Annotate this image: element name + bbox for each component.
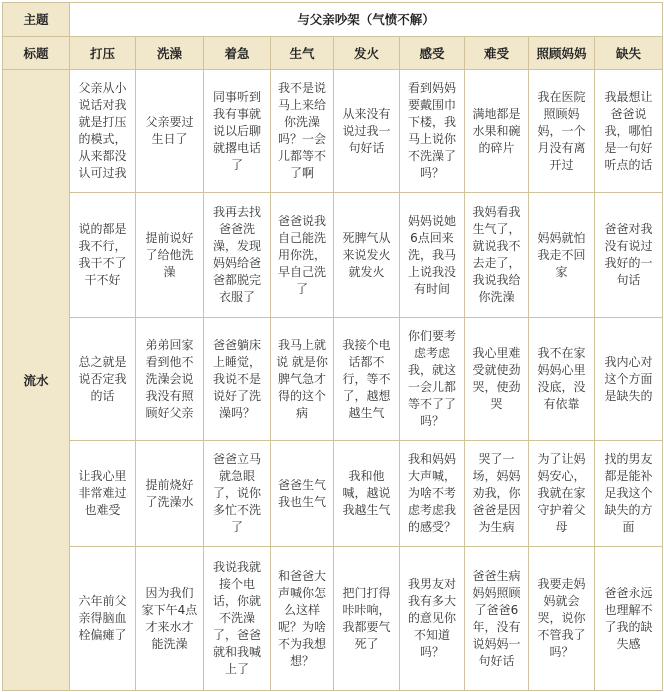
table-cell: 同事听到我有事就说以后聊就撂电话了 (204, 70, 271, 193)
table-cell: 妈妈说她6点回来洗，我马上说我没有时间 (400, 193, 465, 318)
table-cell: 我在医院照顾妈妈，一个月没有离开过 (529, 70, 595, 193)
table-cell: 我不是说马上来给你洗澡吗？一会儿都等不了啊 (271, 70, 334, 193)
table-cell: 看到妈妈要戴围巾下楼，我马上说你不洗澡了吗？ (400, 70, 465, 193)
table-cell: 把门打得咔咔响，我都要气死了 (334, 547, 400, 691)
table-cell: 父亲要过生日了 (136, 70, 204, 193)
table-cell: 我马上就说 就是你脾气急才得的这个病 (271, 318, 334, 441)
table-cell: 说的都是我不行，我干不了干不好 (70, 193, 136, 318)
table-cell: 死脾气从来说发火就发火 (334, 193, 400, 318)
table-cell: 为了让妈妈安心，我就在家守护着父母 (529, 441, 595, 547)
theme-label: 主题 (3, 3, 70, 37)
column-header: 打压 (70, 37, 136, 70)
table-cell: 和爸爸大声喊你怎么这样呢？为啥不为我想想？ (271, 547, 334, 691)
table-cell: 让我心里非常难过也难受 (70, 441, 136, 547)
table-cell: 爸爸躺床上睡觉，我说不是说好了洗澡吗？ (204, 318, 271, 441)
table-cell: 我再去找爸爸洗澡，发现妈妈给爸爸都脱完衣服了 (204, 193, 271, 318)
table-cell: 我和他喊，越说我越生气 (334, 441, 400, 547)
table-cell: 弟弟回家看到他不洗澡会说我没有照顾好父亲 (136, 318, 204, 441)
column-header: 生气 (271, 37, 334, 70)
column-header: 发火 (334, 37, 400, 70)
table-cell: 你们要考虑考虑我，就这一会儿都等不了了吗？ (400, 318, 465, 441)
table-cell: 爸爸永远也理解不了我的缺失感 (595, 547, 663, 691)
table-cell: 爸爸对我没有说过我好的一句话 (595, 193, 663, 318)
table-cell: 我不在家妈妈心里没底，没有依靠 (529, 318, 595, 441)
table-cell: 找的男友都是能补足我这个缺失的方面 (595, 441, 663, 547)
table-cell: 提前烧好了洗澡水 (136, 441, 204, 547)
table-cell: 从来没有说过我一句好话 (334, 70, 400, 193)
column-header: 感受 (400, 37, 465, 70)
table-cell: 提前说好了给他洗澡 (136, 193, 204, 318)
table-cell: 爸爸说我自己能洗用你洗，早自己洗了 (271, 193, 334, 318)
table-cell: 我妈看我生气了，就说我不去走了，我说我给你洗澡 (465, 193, 529, 318)
table-cell: 我心里难受就使劲哭，使劲哭 (465, 318, 529, 441)
table-cell: 妈妈就怕我走不回家 (529, 193, 595, 318)
table-cell: 爸爸立马就急眼了，说你多忙不洗了 (204, 441, 271, 547)
table-cell: 因为我们家下午4点才来水才能洗澡 (136, 547, 204, 691)
column-header: 照顾妈妈 (529, 37, 595, 70)
analysis-table (2, 2, 663, 691)
table-cell: 父亲从小说话对我就是打压的模式，从来都没认可过我 (70, 70, 136, 193)
table-cell: 我要走妈妈就会哭，说你不管我了吗？ (529, 547, 595, 691)
table-cell: 我最想让爸爸说我，哪怕是一句好听点的话 (595, 70, 663, 193)
table-cell: 六年前父亲得脑血栓偏瘫了 (70, 547, 136, 691)
table-title: 与父亲吵架（气愤不解） (70, 3, 663, 37)
header-label: 标题 (3, 37, 70, 70)
column-header: 着急 (204, 37, 271, 70)
column-header: 洗澡 (136, 37, 204, 70)
table-cell: 总之就是说否定我的话 (70, 318, 136, 441)
table-cell: 爸爸生病妈妈照顾了爸爸6年，没有说妈妈一句好话 (465, 547, 529, 691)
table-cell: 我内心对这个方面是缺失的 (595, 318, 663, 441)
table-cell: 我和妈妈大声喊，为啥不考虑考虑我的感受？ (400, 441, 465, 547)
table-cell: 我说我就接个电话，你就不洗澡了，爸爸就和我喊上了 (204, 547, 271, 691)
column-header: 难受 (465, 37, 529, 70)
table-cell: 爸爸生气我也生气 (271, 441, 334, 547)
column-header: 缺失 (595, 37, 663, 70)
table-cell: 满地都是水果和碗的碎片 (465, 70, 529, 193)
table-cell: 哭了一场，妈妈劝我，你爸爸是因为生病 (465, 441, 529, 547)
table-cell: 我男友对我有多大的意见你不知道吗？ (400, 547, 465, 691)
flow-label: 流水 (3, 70, 70, 691)
table-cell: 我接个电话都不行，等不了，越想越生气 (334, 318, 400, 441)
